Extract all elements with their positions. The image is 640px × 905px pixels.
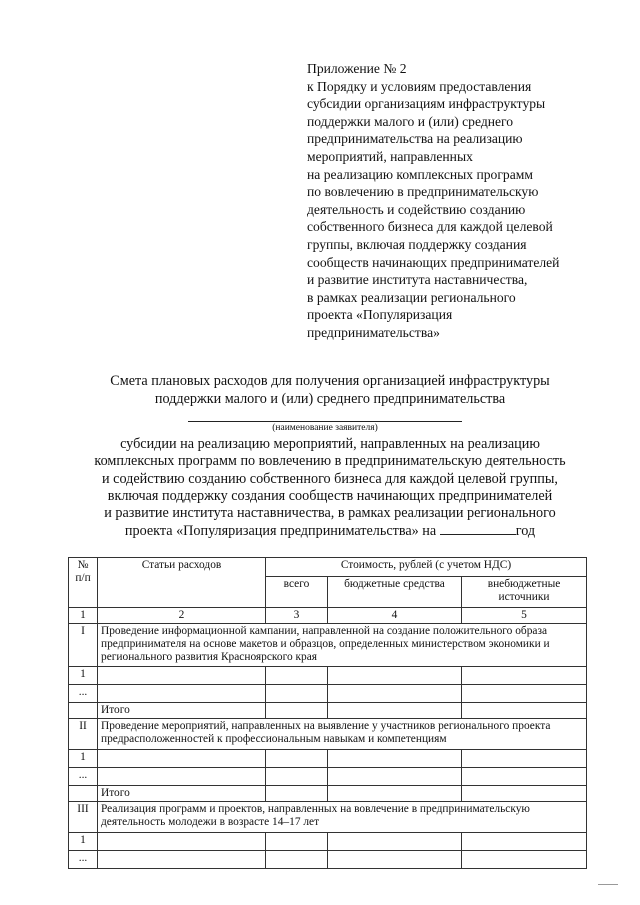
appendix-line: деятельность и содействию созданию <box>307 201 526 217</box>
cell-budget[interactable] <box>328 750 462 768</box>
cell-item[interactable] <box>98 851 266 869</box>
estimate-title-line: поддержки малого и (или) среднего предпринимательства <box>154 391 506 407</box>
cell-total[interactable] <box>266 685 328 703</box>
appendix-line: субсидии организациям инфраструктуры <box>307 96 546 112</box>
section-title: Проведение мероприятий, направленных на выявление у участников регионального проекта предрасположенностей к профессиональным навыкам и компетенциям <box>98 719 587 750</box>
subtitle-prefix: проекта «Популяризация предпринимательства» на <box>124 523 437 540</box>
cell-extra[interactable] <box>462 667 587 685</box>
appendix-line: на реализацию комплексных программ <box>307 166 533 182</box>
total-label: Итого <box>98 786 266 802</box>
header-total: всего <box>266 577 328 608</box>
appendix-line: проекта «Популяризация <box>307 307 453 323</box>
row-number: 1 <box>69 750 98 768</box>
appendix-line: и развитие института наставничества, <box>307 272 528 288</box>
column-number: 5 <box>462 608 587 624</box>
year-blank <box>440 522 516 535</box>
cell-total[interactable] <box>266 750 328 768</box>
column-number: 4 <box>328 608 462 624</box>
cell-budget[interactable] <box>328 703 462 719</box>
section-number: III <box>69 802 98 833</box>
estimate-title <box>40 372 620 408</box>
appendix-line: предпринимательства» <box>307 324 440 340</box>
appendix-line: предпринимательства на реализацию <box>307 131 523 147</box>
appendix-line: сообществ начинающих предпринимателей <box>307 254 560 270</box>
cell-budget[interactable] <box>328 851 462 869</box>
row-number: 1 <box>69 667 98 685</box>
estimate-subtitle <box>40 436 620 541</box>
estimate-title-line: Смета плановых расходов для получения организацией инфраструктуры <box>110 373 550 389</box>
cell-budget[interactable] <box>328 768 462 786</box>
appendix-header <box>307 60 607 342</box>
section-title: Проведение информационной кампании, направленной на создание положительного образа предпринимателя на основе макетов и образцов, определенных министерством экономики и регионального развития Красноярского края <box>98 624 587 667</box>
row-number: ... <box>69 685 98 703</box>
cell-extra[interactable] <box>462 833 587 851</box>
appendix-line: группы, включая поддержку создания <box>307 236 527 252</box>
subtitle-line: субсидии на реализацию мероприятий, направленных на реализацию <box>120 436 540 452</box>
cell-item[interactable] <box>98 685 266 703</box>
section-number: II <box>69 719 98 750</box>
header-num: № п/п <box>69 558 98 608</box>
cell-budget[interactable] <box>328 667 462 685</box>
cell-total[interactable] <box>266 786 328 802</box>
cell-budget[interactable] <box>328 833 462 851</box>
column-number: 2 <box>98 608 266 624</box>
total-label: Итого <box>98 703 266 719</box>
cell-item[interactable] <box>98 750 266 768</box>
applicant-name-line <box>188 421 462 422</box>
section-number: I <box>69 624 98 667</box>
cell-extra[interactable] <box>462 786 587 802</box>
section-title: Реализация программ и проектов, направленных на вовлечение в предпринимательскую деятельность молодежи в возрасте 14–17 лет <box>98 802 587 833</box>
appendix-line: собственного бизнеса для каждой целевой <box>307 219 553 235</box>
cell-budget[interactable] <box>328 685 462 703</box>
cell-extra[interactable] <box>462 685 587 703</box>
header-extra: внебюджетные источники <box>462 577 587 608</box>
cell-item[interactable] <box>98 833 266 851</box>
cell-total[interactable] <box>266 768 328 786</box>
row-number: ... <box>69 768 98 786</box>
cell-total[interactable] <box>266 667 328 685</box>
header-cost: Стоимость, рублей (с учетом НДС) <box>266 558 587 577</box>
subtitle-suffix: год <box>515 523 536 540</box>
subtitle-line: комплексных программ по вовлечению в предпринимательскую деятельность <box>94 453 566 470</box>
total-num-cell <box>69 703 98 719</box>
appendix-line: мероприятий, направленных <box>307 148 473 164</box>
cell-extra[interactable] <box>462 768 587 786</box>
cell-item[interactable] <box>98 768 266 786</box>
cell-total[interactable] <box>266 851 328 869</box>
subtitle-line: и содействию созданию собственного бизнеса для каждой целевой группы, <box>102 470 558 487</box>
page-mark <box>598 884 618 885</box>
subtitle-line: включая поддержку создания сообществ начинающих предпринимателей <box>107 487 553 504</box>
applicant-caption: (наименование заявителя) <box>272 423 378 433</box>
column-number: 1 <box>69 608 98 624</box>
header-budget: бюджетные средства <box>328 577 462 608</box>
column-number: 3 <box>266 608 328 624</box>
appendix-line: в рамках реализации регионального <box>307 289 516 305</box>
appendix-line: по вовлечению в предпринимательскую <box>307 184 539 200</box>
header-items: Статьи расходов <box>98 558 266 608</box>
cell-extra[interactable] <box>462 750 587 768</box>
cell-extra[interactable] <box>462 851 587 869</box>
subtitle-line: и развитие института наставничества, в рамках реализации регионального <box>104 505 556 522</box>
row-number: 1 <box>69 833 98 851</box>
appendix-line: поддержки малого и (или) среднего <box>307 113 514 129</box>
cell-extra[interactable] <box>462 703 587 719</box>
cell-total[interactable] <box>266 833 328 851</box>
budget-table <box>68 557 587 869</box>
cell-total[interactable] <box>266 703 328 719</box>
total-num-cell <box>69 786 98 802</box>
cell-item[interactable] <box>98 667 266 685</box>
row-number: ... <box>69 851 98 869</box>
appendix-title: Приложение № 2 <box>307 61 407 76</box>
cell-budget[interactable] <box>328 786 462 802</box>
appendix-line: к Порядку и условиям предоставления <box>307 78 532 94</box>
subtitle-last-line <box>40 522 620 540</box>
